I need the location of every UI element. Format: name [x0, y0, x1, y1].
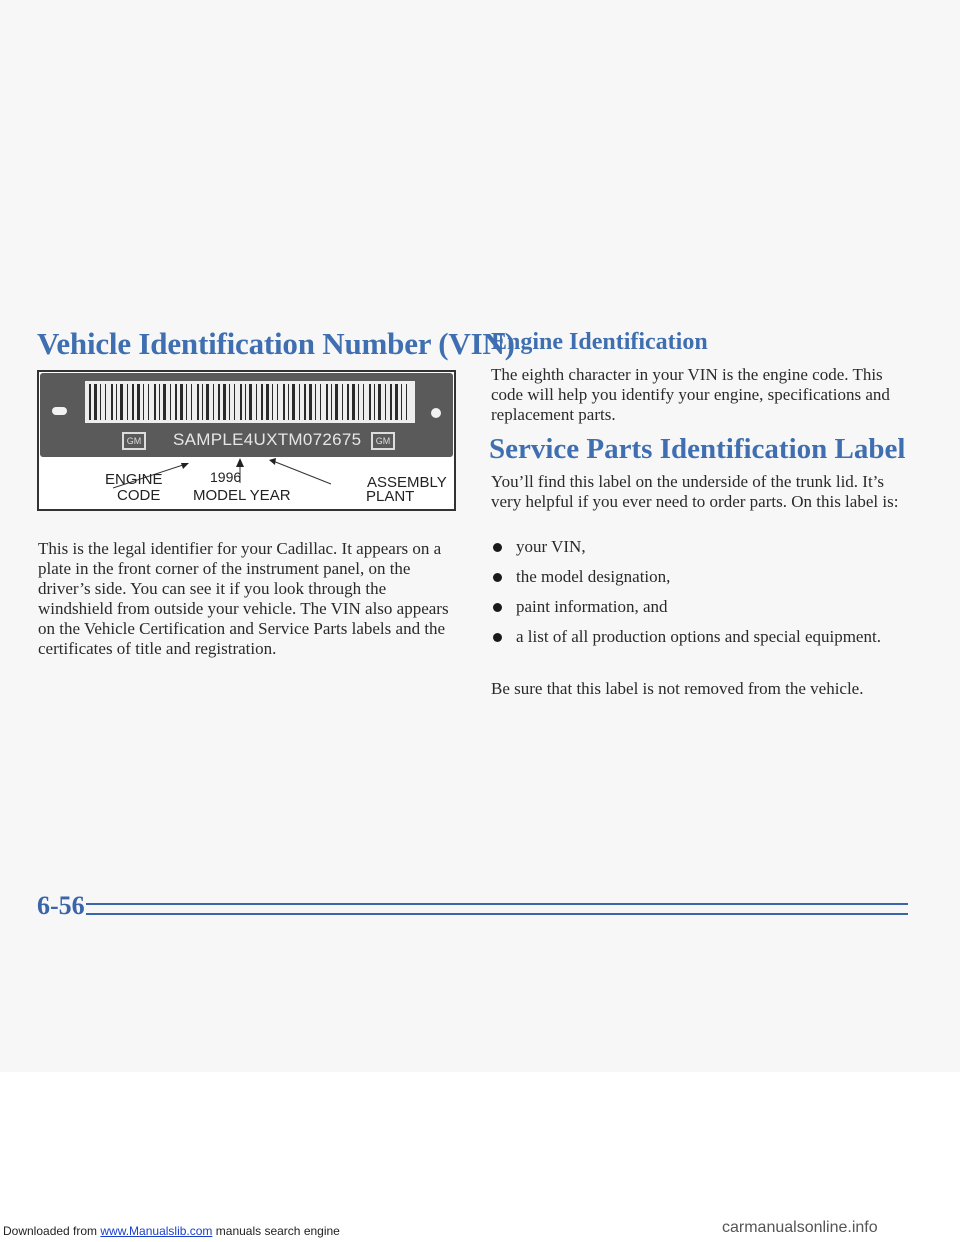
code-label: CODE	[117, 487, 161, 504]
list-item: your VIN,	[491, 537, 911, 557]
engine-heading: Engine Identification	[491, 329, 708, 355]
bullet-icon	[493, 633, 502, 642]
download-footer: Downloaded from www.Manualslib.com manuals search engine	[3, 1224, 340, 1238]
list-item: a list of all production options and special equipment.	[491, 627, 911, 647]
service-paragraph: You’ll find this label on the underside of the trunk lid. It’s very helpful if you ever need to order parts. On this label is:	[491, 472, 899, 511]
vin-number: SAMPLE4UXTM072675	[173, 430, 362, 449]
gm-logo-icon: GM	[122, 432, 146, 450]
model-year-label: MODEL YEAR	[193, 487, 291, 504]
watermark: carmanualsonline.info	[722, 1219, 878, 1236]
vin-paragraph: This is the legal identifier for your Cadillac. It appears on a plate in the front corner of the instrument panel, on the driver’s side. You can see it if you look through the windshield from outside your vehicle. The VIN also appears on the Vehicle Certification and Service Parts labels and the certificates of title and registration.	[38, 539, 449, 658]
footer-rule	[86, 903, 908, 905]
gm-logo-icon: GM	[371, 432, 395, 450]
engine-label: ENGINE	[105, 471, 163, 488]
bullet-icon	[493, 603, 502, 612]
list-item: the model designation,	[491, 567, 911, 587]
assembly-label: ASSEMBLY	[367, 474, 447, 491]
bullet-icon	[493, 543, 502, 552]
vin-heading: Vehicle Identification Number (VIN)	[37, 326, 515, 361]
page-number: 6-56	[37, 891, 85, 920]
manualslib-link[interactable]: www.Manualslib.com	[100, 1224, 213, 1238]
bullet-icon	[493, 573, 502, 582]
list-item: paint information, and	[491, 597, 911, 617]
engine-paragraph: The eighth character in your VIN is the engine code. This code will help you identify your engine, specifications and replacement parts.	[491, 365, 890, 424]
bottom-margin	[0, 1072, 960, 1242]
footer-rule	[86, 913, 908, 915]
service-heading: Service Parts Identification Label	[489, 433, 906, 465]
closing-paragraph: Be sure that this label is not removed from the vehicle.	[491, 679, 864, 698]
year-label: 1996	[210, 469, 242, 485]
vin-plate-illustration	[37, 370, 456, 511]
service-label-list	[491, 537, 911, 657]
plant-label: PLANT	[366, 488, 415, 505]
